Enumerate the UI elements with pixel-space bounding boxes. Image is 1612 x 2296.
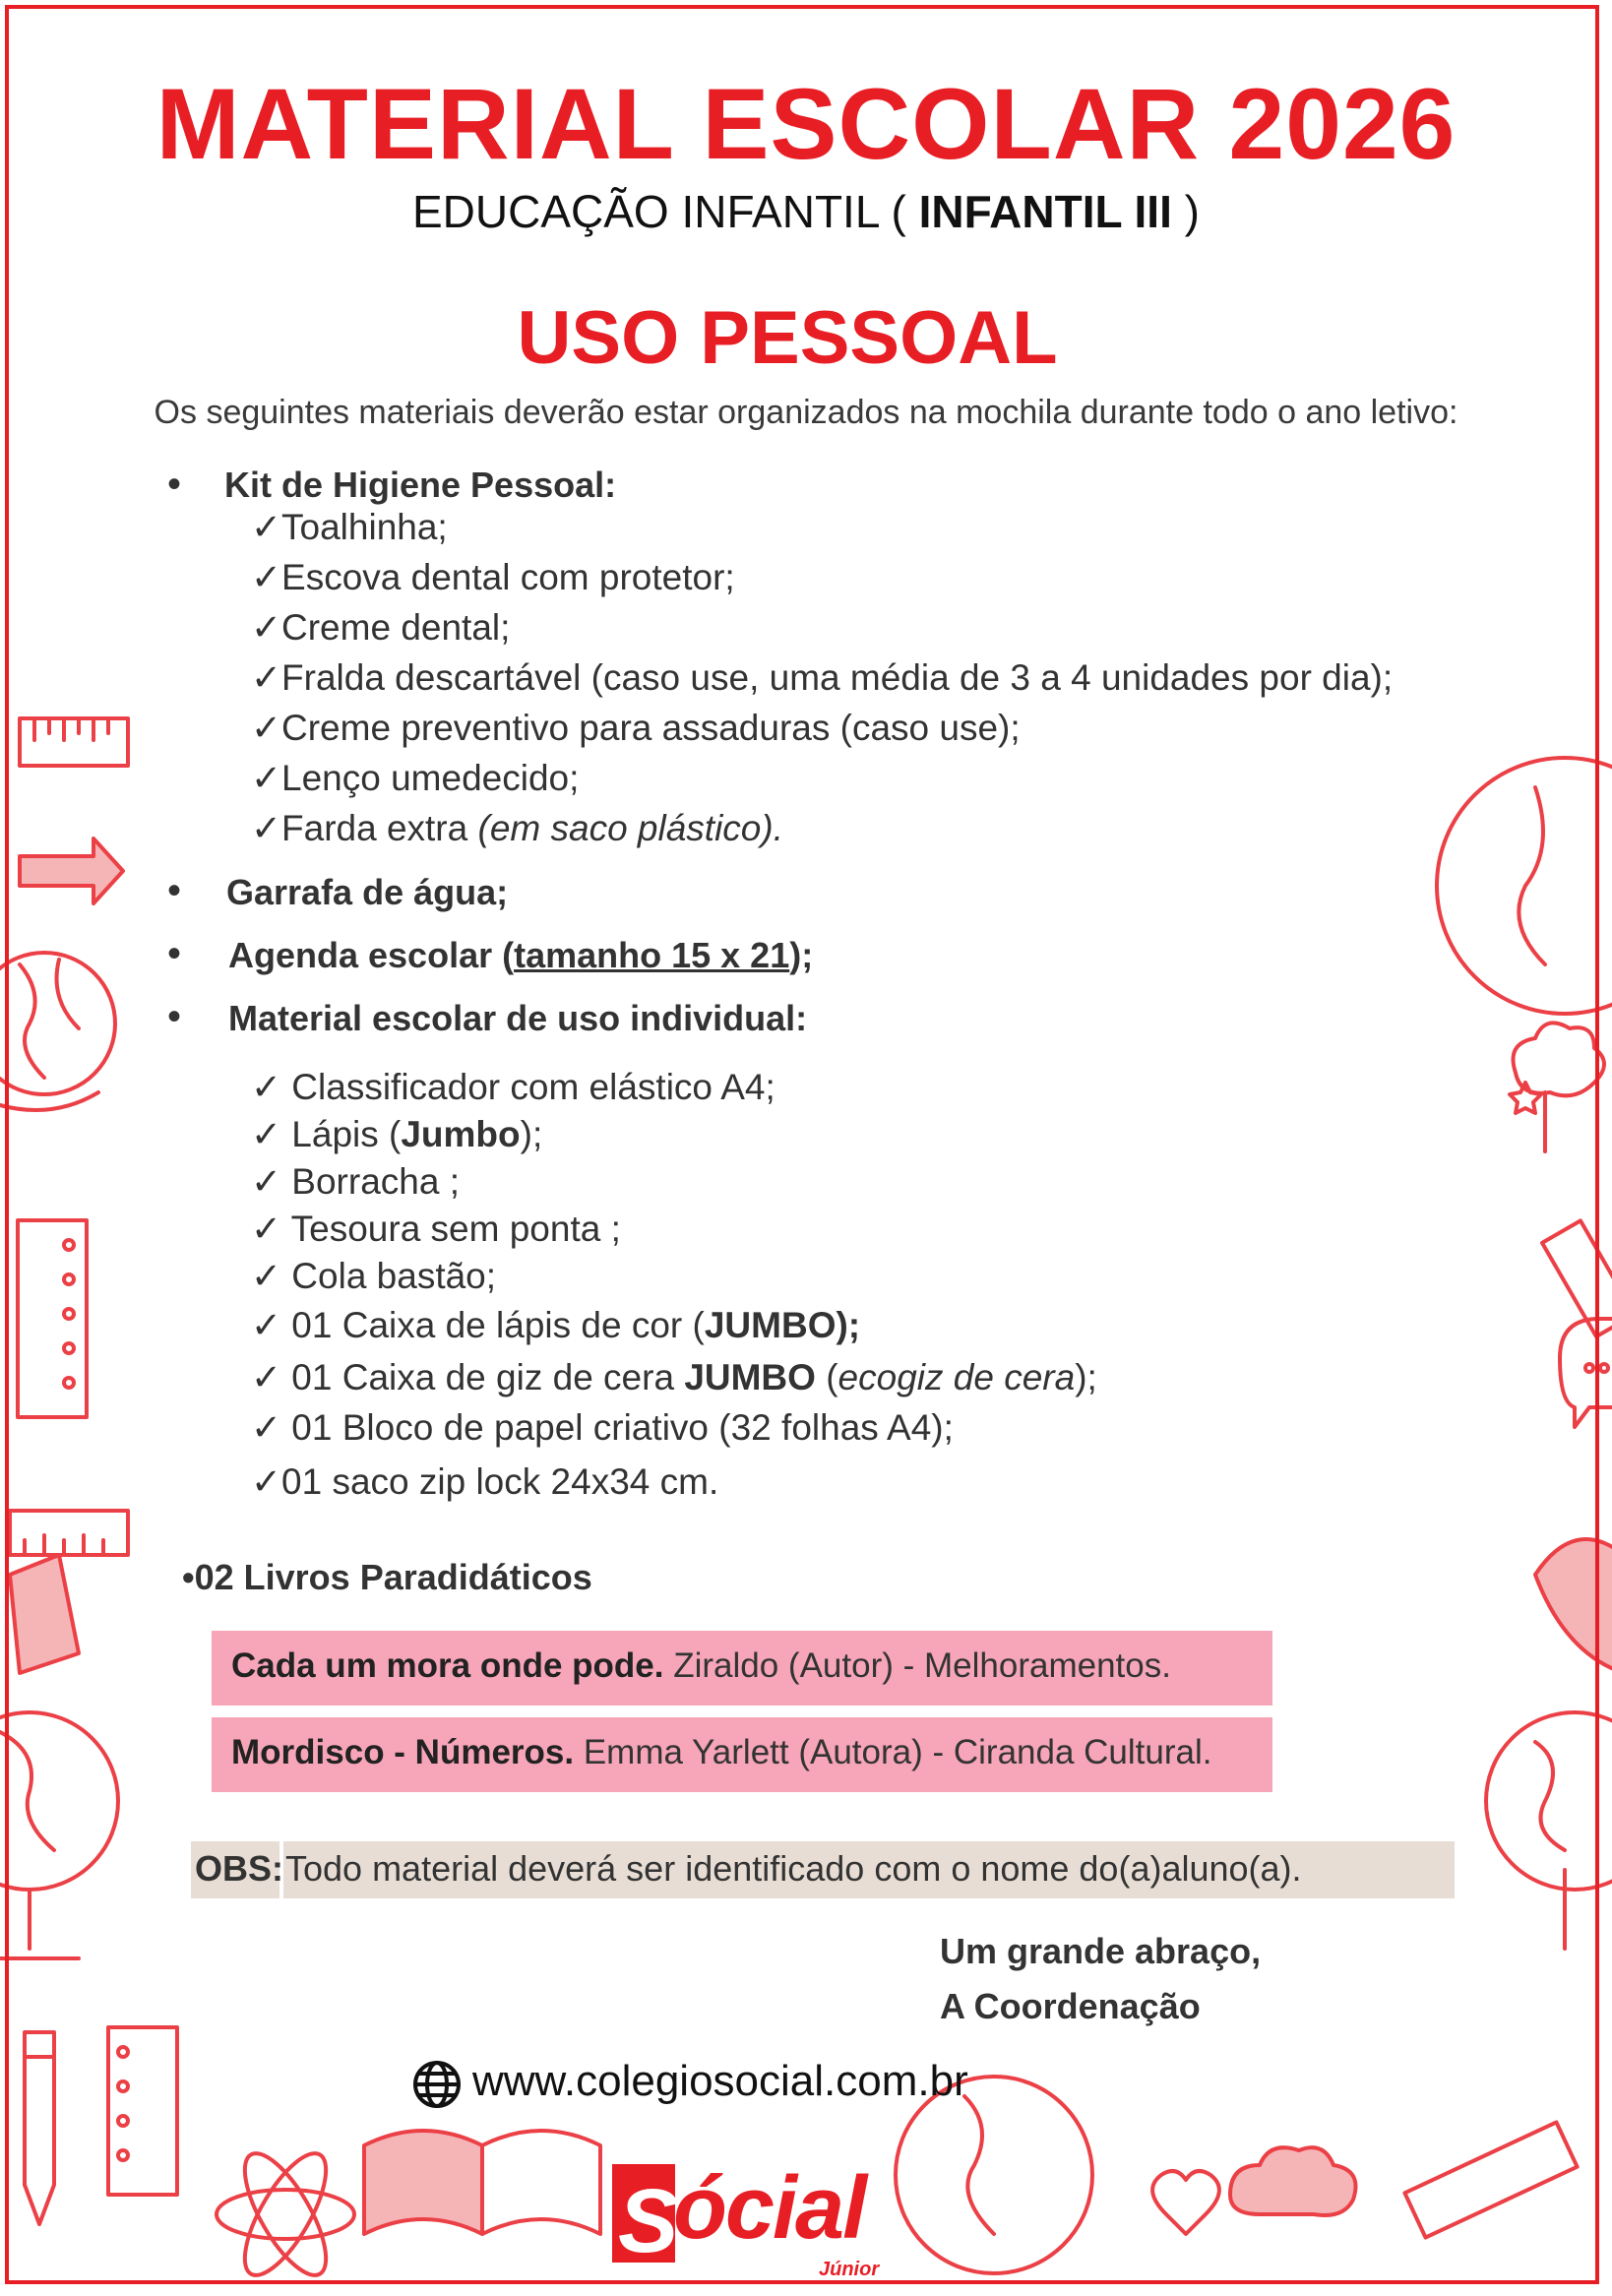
logo-subtitle: Júnior <box>819 2259 880 2280</box>
material-item: ✓ 01 Caixa de lápis de cor (JUMBO); <box>251 1305 861 1345</box>
kit-heading: Kit de Higiene Pessoal: <box>224 465 617 505</box>
material-item: ✓ Cola bastão; <box>251 1256 497 1296</box>
bullet-dot: • <box>167 869 182 912</box>
kit-item: ✓Farda extra (em saco plástico). <box>251 808 783 848</box>
page-subtitle <box>0 185 1612 238</box>
material-heading: Material escolar de uso individual: <box>228 998 808 1038</box>
closing-signature: A Coordenação <box>940 1986 1201 2026</box>
material-item: ✓ Tesoura sem ponta ; <box>251 1209 621 1249</box>
book-title: Mordisco - Números. <box>231 1733 575 1771</box>
book-highlight <box>212 1717 1272 1792</box>
check-icon: ✓ <box>251 507 282 547</box>
subtitle-grade: INFANTIL III <box>918 186 1172 237</box>
material-item: ✓ Lápis (Jumbo); <box>251 1114 543 1154</box>
page-title: MATERIAL ESCOLAR 2026 <box>155 68 1457 180</box>
books-heading: •02 Livros Paradidáticos <box>182 1557 592 1597</box>
intro-text: Os seguintes materiais deverão estar organizados na mochila durante todo o ano letivo: <box>154 394 1458 431</box>
material-item: ✓01 saco zip lock 24x34 cm. <box>251 1461 719 1502</box>
subtitle-suffix: ) <box>1171 186 1200 237</box>
kit-item: ✓Creme dental; <box>251 607 511 648</box>
closing-greeting: Um grande abraço, <box>940 1931 1262 1971</box>
book-title: Cada um mora onde pode. <box>231 1646 664 1685</box>
material-item: ✓ Borracha ; <box>251 1161 460 1202</box>
kit-item: ✓Fralda descartável (caso use, uma média de 3 a 4 unidades por dia); <box>251 657 1394 698</box>
kit-item: ✓Creme preventivo para assaduras (caso use); <box>251 708 1021 748</box>
kit-item: ✓Escova dental com protetor; <box>251 557 735 597</box>
subtitle-prefix: EDUCAÇÃO INFANTIL ( <box>412 186 919 237</box>
check-icon: ✓ <box>251 1209 282 1249</box>
check-icon: ✓ <box>251 557 282 597</box>
check-icon: ✓ <box>251 1407 282 1448</box>
check-icon: ✓ <box>251 1357 282 1397</box>
check-icon: ✓ <box>251 808 282 848</box>
bullet-dot: • <box>167 995 182 1038</box>
logo-word: ócial <box>673 2159 866 2258</box>
school-logo <box>612 2150 907 2283</box>
logo-s-box: S <box>612 2164 675 2263</box>
agenda-item: Agenda escolar (tamanho 15 x 21); <box>228 935 814 975</box>
kit-item: ✓Lenço umedecido; <box>251 758 580 798</box>
check-icon: ✓ <box>251 1161 282 1202</box>
bullet-dot: • <box>182 1557 195 1597</box>
obs-label: OBS: <box>195 1848 283 1889</box>
material-item: ✓ 01 Caixa de giz de cera JUMBO (ecogiz de cera); <box>251 1357 1097 1397</box>
check-icon: ✓ <box>251 1067 282 1107</box>
check-icon: ✓ <box>251 1461 282 1502</box>
book-entry <box>231 1733 1211 1772</box>
check-icon: ✓ <box>251 607 282 648</box>
bullet-dot: • <box>167 463 182 506</box>
material-item: ✓ Classificador com elástico A4; <box>251 1067 775 1107</box>
website-link[interactable]: www.colegiosocial.com.br <box>472 2057 968 2105</box>
check-icon: ✓ <box>251 1305 282 1345</box>
check-icon: ✓ <box>251 1114 282 1154</box>
book-info: Emma Yarlett (Autora) - Ciranda Cultural. <box>574 1733 1212 1771</box>
book-info: Ziraldo (Autor) - Melhoramentos. <box>663 1646 1171 1685</box>
globe-icon <box>411 2059 463 2110</box>
check-icon: ✓ <box>251 657 282 698</box>
check-icon: ✓ <box>251 1256 282 1296</box>
check-icon: ✓ <box>251 758 282 798</box>
check-icon: ✓ <box>251 708 282 748</box>
material-item: ✓ 01 Bloco de papel criativo (32 folhas A4); <box>251 1407 954 1448</box>
kit-item: ✓Toalhinha; <box>251 507 448 547</box>
book-highlight <box>212 1631 1272 1706</box>
obs-text: Todo material deverá ser identificado com o nome do(a)aluno(a). <box>285 1848 1302 1889</box>
water-bottle-item: Garrafa de água; <box>226 872 509 912</box>
bullet-dot: • <box>167 932 182 975</box>
book-entry <box>231 1646 1171 1686</box>
section-title: USO PESSOAL <box>517 296 1058 380</box>
